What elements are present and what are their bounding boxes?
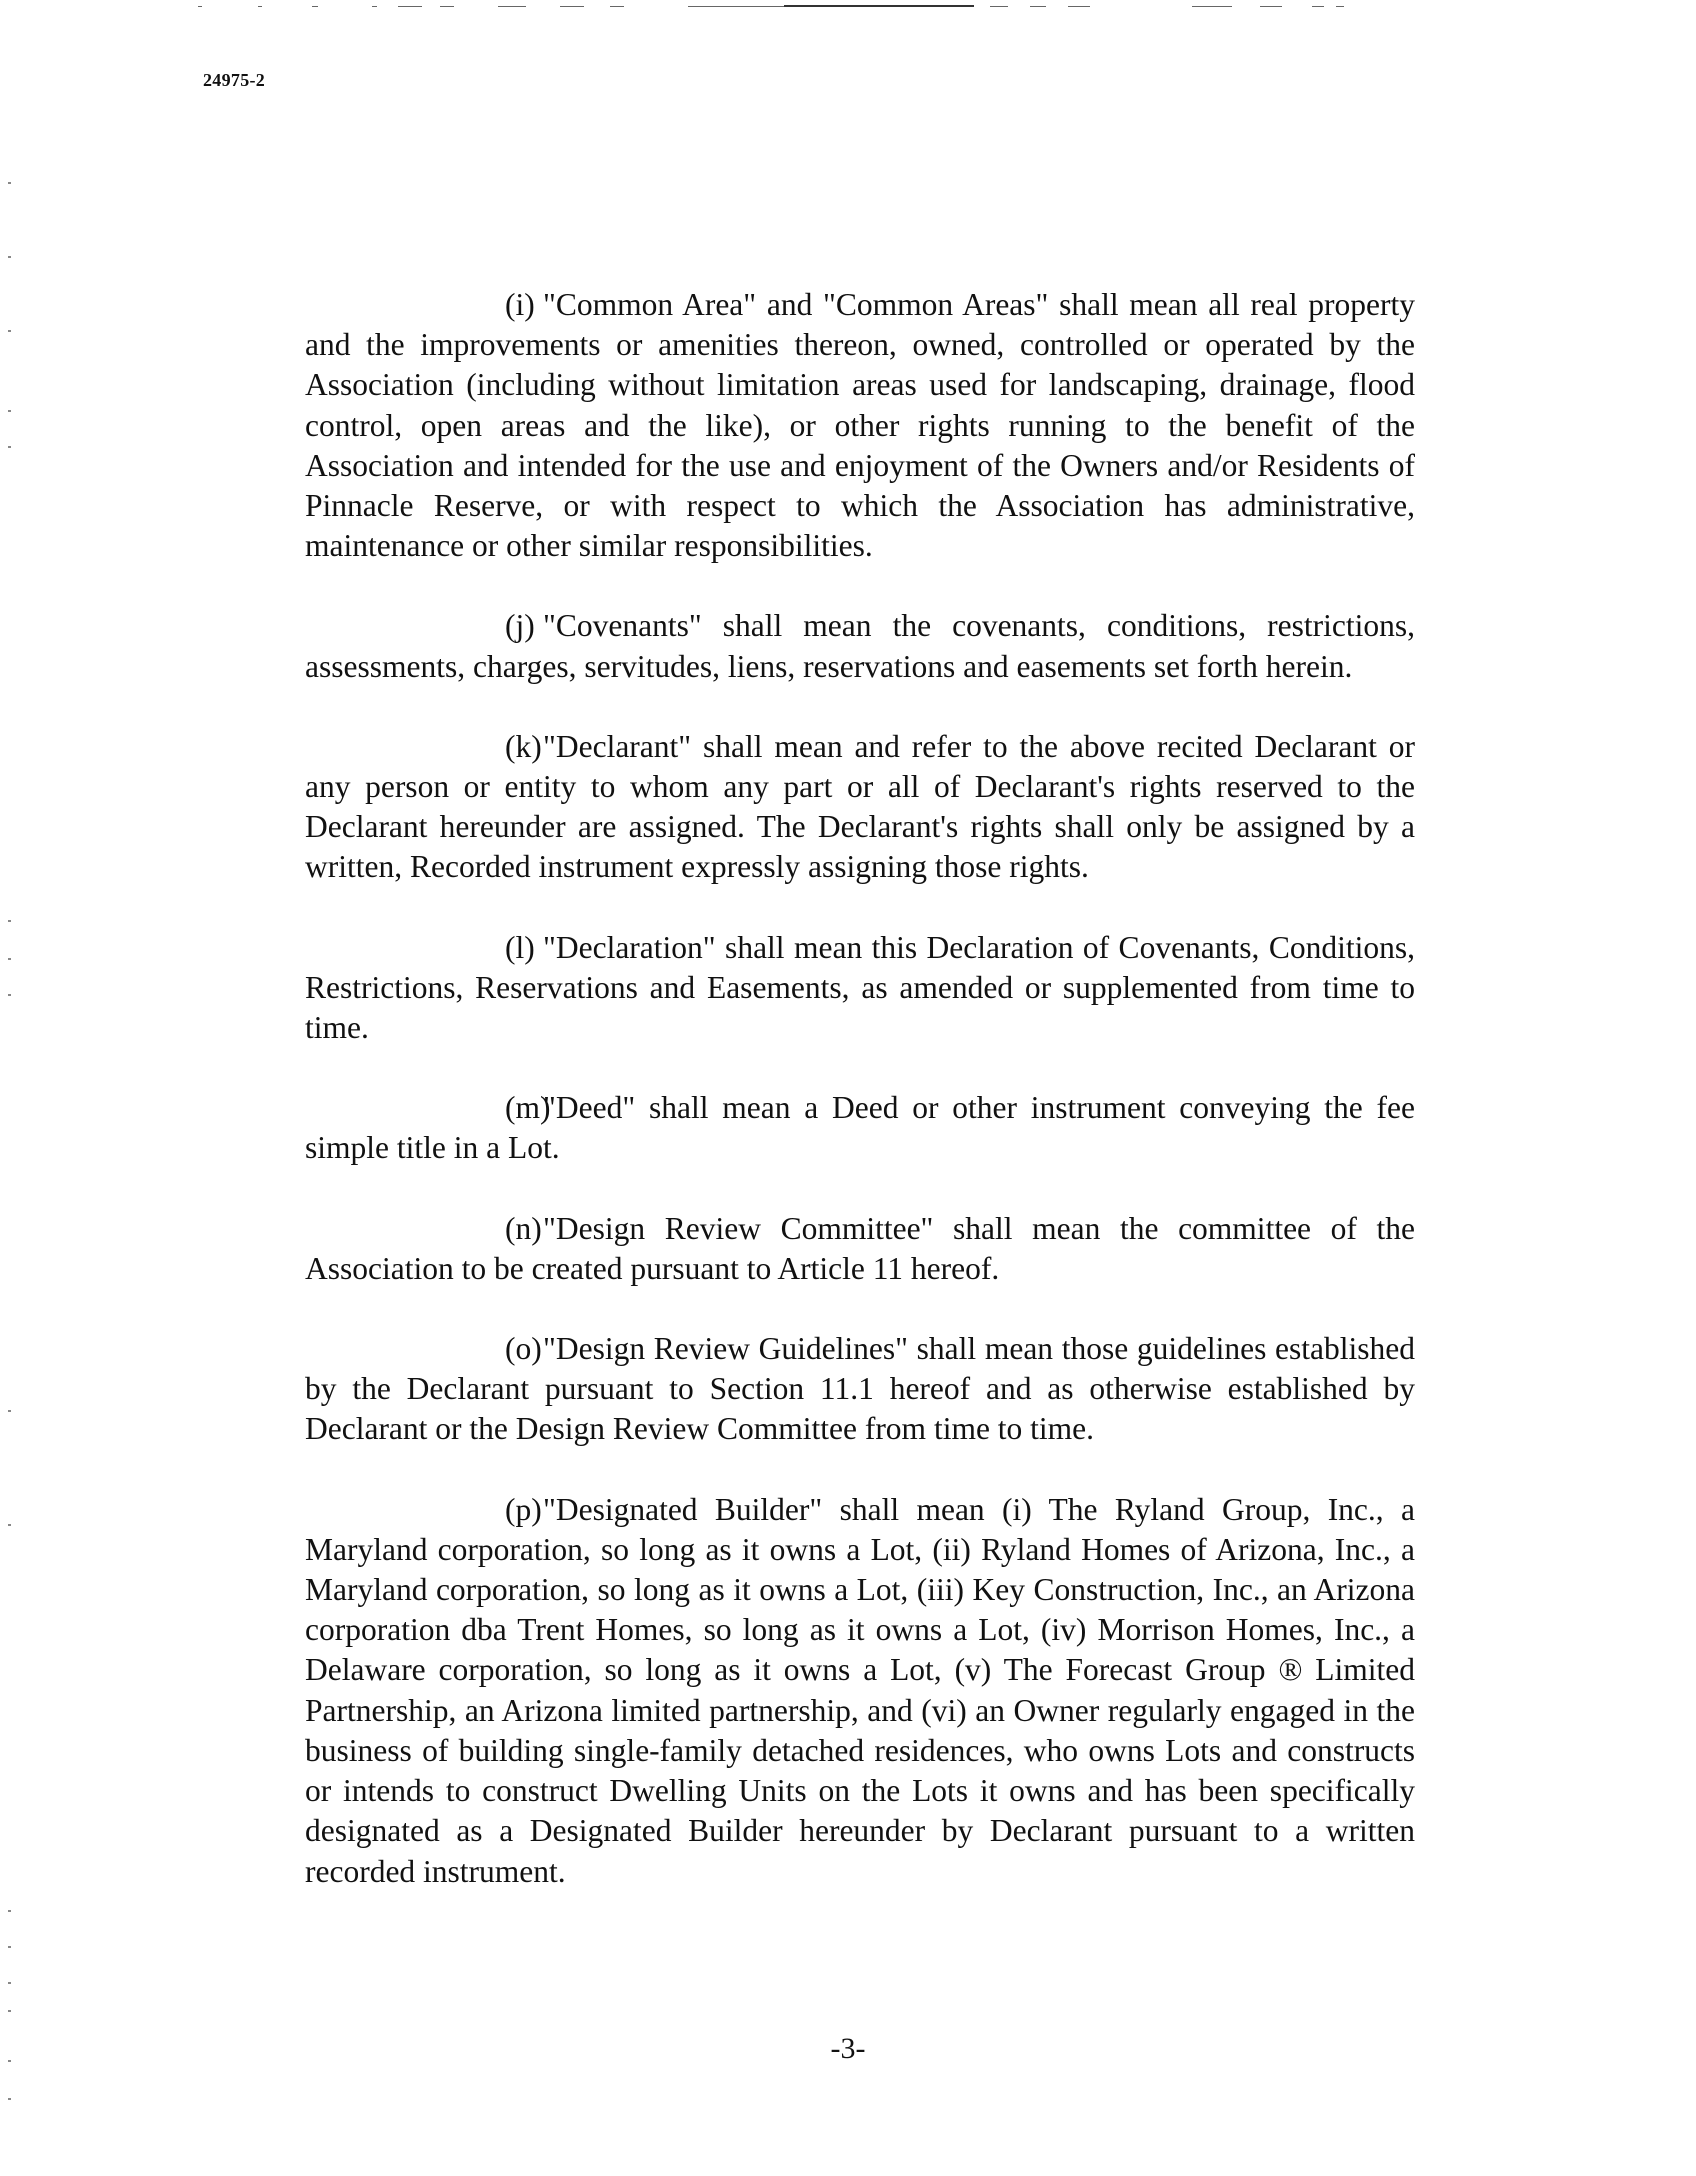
page-number: -3- bbox=[830, 2032, 866, 2065]
definitions-list bbox=[305, 285, 1415, 1932]
definition-letter: (i) bbox=[505, 287, 535, 322]
definition-text: "Deed" shall mean a Deed or other instrument conveying the fee simple title in a Lot. bbox=[305, 1090, 1415, 1166]
definition-text: "Declaration" shall mean this Declaration of Covenants, Conditions, Restrictions, Reservations and Easements, as amended or supplemented from time to time. bbox=[305, 929, 1415, 1046]
definition-letter: (o) bbox=[505, 1331, 542, 1367]
definition-i bbox=[305, 285, 1415, 566]
definition-letter: (l) bbox=[505, 929, 535, 965]
definition-m bbox=[305, 1088, 1415, 1168]
definition-text: "Design Review Guidelines" shall mean those guidelines established by the Declarant pursuant to Section 11.1 hereof and as otherwise established by Declarant or the Design Review Committee from time to time. bbox=[305, 1331, 1415, 1447]
definition-text: "Design Review Committee" shall mean the committee of the Association to be created pursuant to Article 11 hereof. bbox=[305, 1210, 1415, 1286]
definition-n bbox=[305, 1209, 1415, 1289]
definition-text: "Declarant" shall mean and refer to the above recited Declarant or any person or entity to whom any part or all of Declarant's rights reserved to the Declarant hereunder are assigned. The Declarant's rights shall only be assigned by a written, Recorded instrument expressly assigning those rights. bbox=[305, 728, 1415, 885]
definition-letter: (n) bbox=[505, 1210, 542, 1246]
definition-p bbox=[305, 1490, 1415, 1892]
definition-l bbox=[305, 928, 1415, 1049]
definition-text: "Designated Builder" shall mean (i) The Ryland Group, Inc., a Maryland corporation, so long as it owns a Lot, (ii) Ryland Homes of Arizona, Inc., a Maryland corporation, so long as it owns a Lot, (iii) Key Construction, Inc., an Arizona corporation dba Trent Homes, so long as it owns a Lot, (iv) Morrison Homes, Inc., a Delaware corporation, so long as it owns a Lot, (v) The Forecast Group ® Limited Partnership, an Arizona limited partnership, and (vi) an Owner regularly engaged in the business of building single-family detached residences, who owns Lots and constructs or intends to construct Dwelling Units on the Lots it owns and has been specifically designated as a Designated Builder hereunder by Declarant pursuant to a written recorded instrument. bbox=[305, 1491, 1415, 1889]
definition-text: "Common Area" and "Common Areas" shall mean all real property and the improvements or amenities thereon, owned, controlled or operated by the Association (including without limitation areas used for landscaping, drainage, flood control, open areas and the like), or other rights running to the benefit of the Association and intended for the use and enjoyment of the Owners and/or Residents of Pinnacle Reserve, or with respect to which the Association has administrative, maintenance or other similar responsibilities. bbox=[305, 287, 1415, 564]
definition-letter: (m) bbox=[505, 1090, 551, 1126]
definition-letter: (j) bbox=[505, 608, 535, 644]
definition-j bbox=[305, 606, 1415, 686]
definition-k bbox=[305, 727, 1415, 888]
definition-letter: (p) bbox=[505, 1491, 542, 1527]
document-id: 24975-2 bbox=[203, 70, 266, 90]
definition-letter: (k) bbox=[505, 728, 542, 764]
scan-artifact-top-edge bbox=[0, 0, 1696, 14]
definition-o bbox=[305, 1329, 1415, 1450]
definition-text: "Covenants" shall mean the covenants, conditions, restrictions, assessments, charges, servitudes, liens, reservations and easements set forth herein. bbox=[305, 608, 1415, 684]
